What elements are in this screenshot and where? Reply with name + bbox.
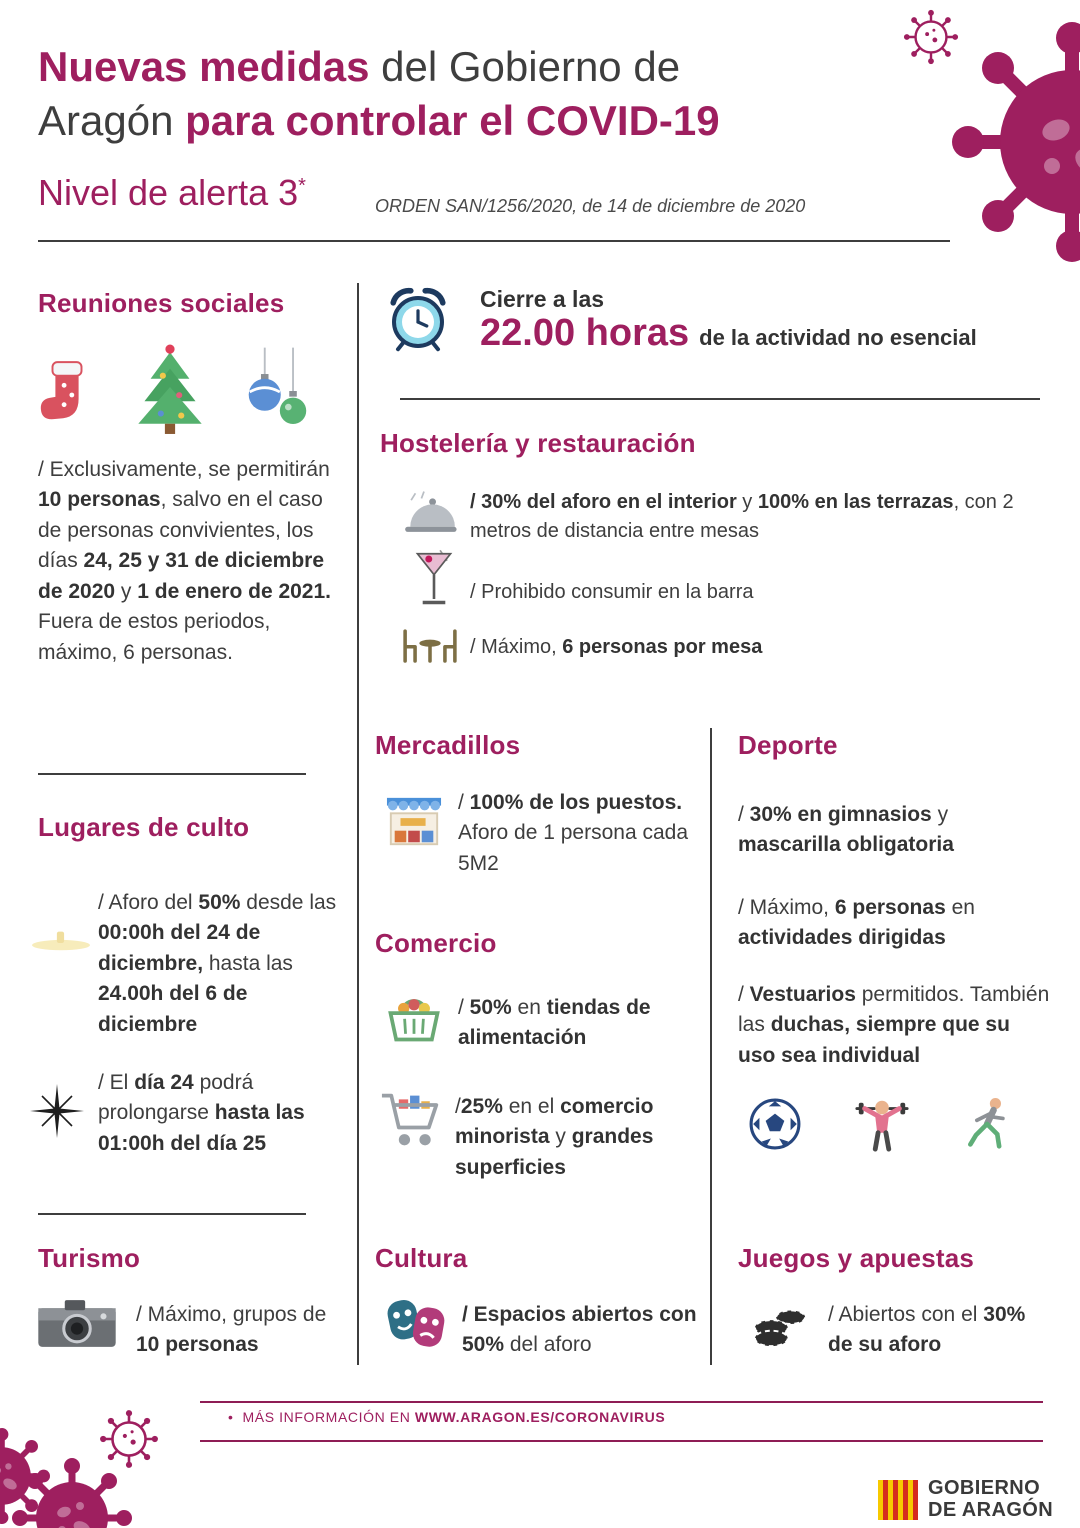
left-divider-1 — [38, 773, 306, 775]
alert-asterisk: * — [298, 175, 306, 197]
left-column-divider — [357, 283, 359, 1365]
title-highlight-1: Nuevas medidas — [38, 43, 370, 90]
closing-time: 22.00 horas — [480, 312, 690, 354]
cultura-text: / Espacios abiertos con 50% del aforo — [462, 1303, 697, 1357]
shopping-cart-icon — [378, 1090, 444, 1150]
closing-time-line — [480, 312, 977, 355]
closing-intro: Cierre a las — [480, 286, 605, 312]
gobierno-aragon-logo — [878, 1478, 1053, 1521]
footer-rule-bottom — [200, 1440, 1043, 1442]
deporte-item-2: / Máximo, 6 personas en actividades dirigidas — [738, 896, 975, 950]
comercio-item-2: /25% en el comercio minorista y grandes superficies — [455, 1095, 654, 1179]
comercio-item-1: / 50% en tiendas de alimentación — [458, 996, 651, 1050]
deporte-item-1: / 30% en gimnasios y mascarilla obligatoria — [738, 803, 954, 857]
logo-line-1: GOBIERNO — [928, 1477, 1041, 1499]
deporte-item-3: / Vestuarios permitidos. También las duchas, siempre que su uso sea individual — [738, 983, 1050, 1067]
stocking-icon — [38, 354, 96, 436]
footer-virus-clipped-icon — [0, 1428, 50, 1524]
header-divider — [38, 240, 950, 242]
section-title-comercio: Comercio — [375, 928, 497, 958]
mercadillos-text: / 100% de los puestos. Aforo de 1 persona cada 5M2 — [458, 791, 688, 875]
title-highlight-2: para controlar el COVID-19 — [185, 96, 720, 144]
christmas-tree-icon — [130, 342, 210, 436]
section-title-juegos: Juegos y apuestas — [738, 1243, 975, 1273]
star-icon — [28, 1082, 86, 1140]
ornaments-icon — [244, 346, 310, 436]
table-chairs-icon — [398, 624, 462, 666]
aragon-flag-icon — [878, 1480, 918, 1520]
closing-divider — [400, 398, 1040, 400]
camera-icon — [36, 1296, 118, 1352]
footer-info — [228, 1409, 665, 1425]
section-title-culto: Lugares de culto — [38, 812, 250, 842]
cocktail-icon — [414, 548, 454, 610]
market-stall-icon — [383, 794, 445, 850]
juegos-text: / Abiertos con el 30% de su aforo — [828, 1303, 1026, 1357]
turismo-text: / Máximo, grupos de 10 personas — [136, 1303, 327, 1357]
big-virus-icon — [952, 22, 1080, 262]
alarm-clock-icon — [382, 282, 454, 354]
alert-level: Nivel de alerta 3* — [38, 172, 306, 213]
left-divider-2 — [38, 1213, 306, 1215]
logo-line-2: DE ARAGÓN — [928, 1498, 1054, 1521]
poker-chips-icon — [752, 1296, 810, 1350]
page-title: Nuevas medidas del Gobierno de Aragón para controlar el COVID-19 — [38, 43, 720, 144]
footer-rule-top — [200, 1401, 1043, 1403]
hosteleria-item-3: / Máximo, 6 personas por mesa — [470, 636, 763, 658]
culto-item-2: / El día 24 podrá prolongarse hasta las 01:00h del día 25 — [98, 1071, 305, 1155]
reuniones-text: / Exclusivamente, se permitirán 10 personas, salvo en el caso de personas convivientes, los días 24, 25 y 31 de diciembre de 2020 y 1 de enero de 2021. Fuera de estos periodos, máximo, 6 personas. — [38, 458, 332, 664]
closing-rest: de la actividad no esencial — [699, 325, 977, 350]
section-title-deporte: Deporte — [738, 730, 838, 760]
candle-glow-icon — [30, 928, 92, 956]
right-column-divider — [710, 728, 712, 1365]
grocery-basket-icon — [383, 988, 445, 1044]
order-reference: ORDEN SAN/1256/2020, de 14 de diciembre de 2020 — [375, 196, 806, 216]
culto-item-1: / Aforo del 50% desde las 00:00h del 24 de diciembre, hasta las 24.00h del 6 de diciembre — [98, 891, 337, 1036]
section-title-mercadillos: Mercadillos — [375, 730, 521, 760]
soccer-ball-icon — [748, 1097, 802, 1151]
section-title-reuniones: Reuniones sociales — [38, 288, 285, 318]
footer-bullet: • — [228, 1409, 234, 1425]
footer-info-text: MÁS INFORMACIÓN EN WWW.ARAGON.ES/CORONAVIRUS — [242, 1409, 666, 1425]
hosteleria-item-1: / 30% del aforo en el interior y 100% en las terrazas, con 2 metros de distancia entre mesas — [470, 491, 1014, 542]
theater-masks-icon — [383, 1293, 451, 1353]
hosteleria-item-2: / Prohibido consumir en la barra — [470, 581, 754, 603]
christmas-icons-row — [38, 342, 310, 436]
section-title-hosteleria: Hostelería y restauración — [380, 428, 696, 458]
section-title-cultura: Cultura — [375, 1243, 468, 1273]
section-title-turismo: Turismo — [38, 1243, 141, 1273]
sport-icons-row — [748, 1095, 1014, 1153]
serving-dish-icon — [400, 490, 460, 536]
runner-icon — [962, 1095, 1014, 1153]
weightlifter-icon — [850, 1095, 914, 1153]
